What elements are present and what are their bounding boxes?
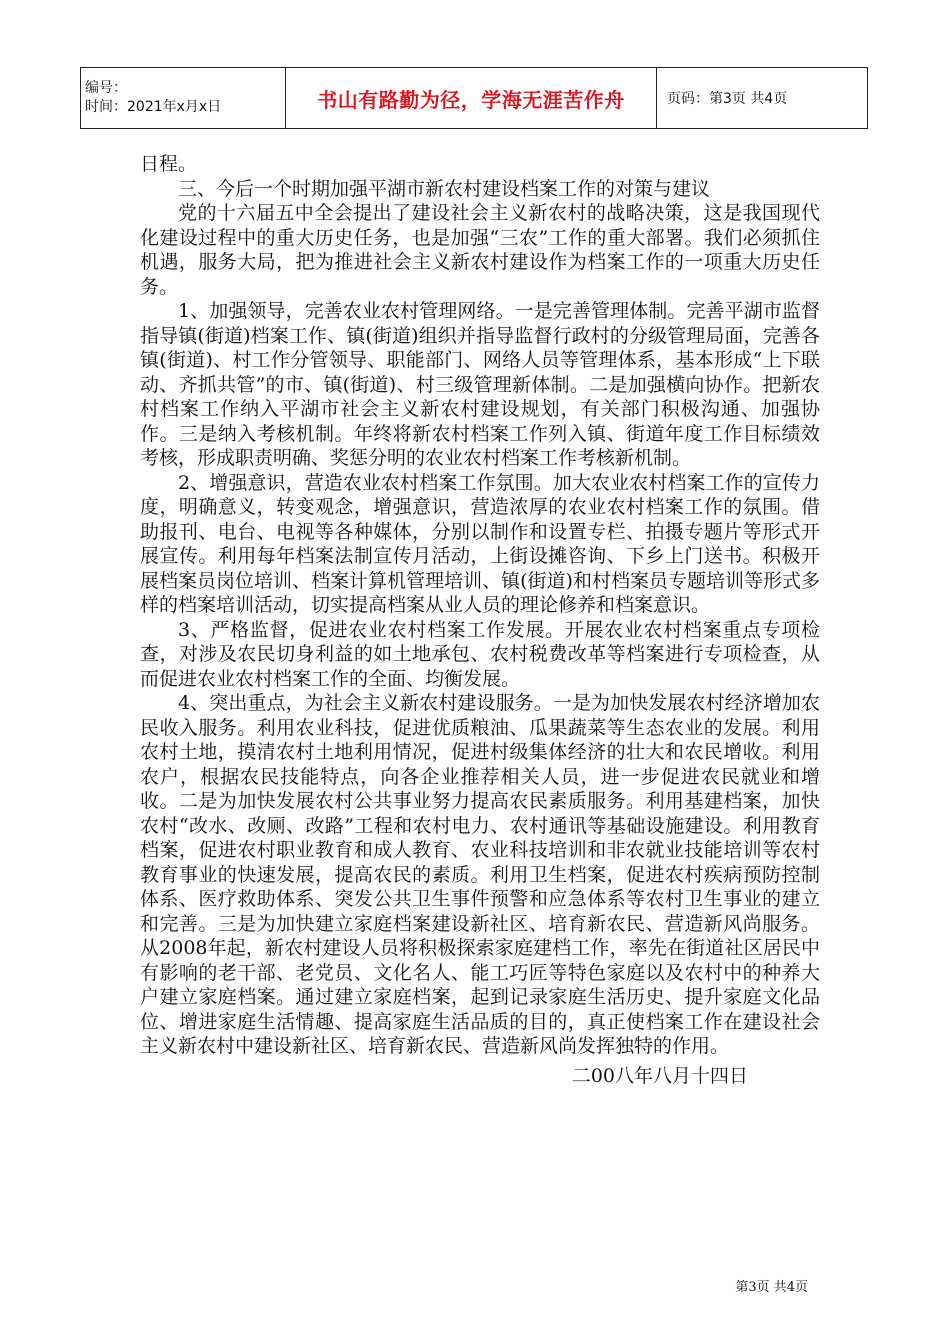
code-label: 编号： (85, 80, 127, 96)
time-label: 时间：2021年x月x日 (85, 99, 222, 115)
paragraph-5: 3、严格监督，促进农业农村档案工作发展。开展农业农村档案重点专项检查，对涉及农民切身利益的如土地承包、农村税费改革等档案进行专项检查，从而促进农业农村档案工作的全面、均衡发展。 (140, 618, 820, 690)
document-body (140, 152, 820, 1088)
paragraph-6: 4、突出重点，为社会主义新农村建设服务。一是为加快发展农村经济增加农民收入服务。利用农业科技，促进优质粮油、瓜果蔬菜等生态农业的发展。利用农村土地，摸清农村土地利用情况，促进村级集体经济的壮大和农民增收。利用农户，根据农民技能特点，向各企业推荐相关人员，进一步促进农民就业和增收。二是为加快发展农村公共事业努力提高农民素质服务。利用基建档案，加快农村“改水、改厕、改路”工程和农村电力、农村通讯等基础设施建设。利用教育档案，促进农村职业教育和成人教育、农业科技培训和非农就业技能培训等农村教育事业的快速发展，提高农民的素质。利用卫生档案，促进农村疾病预防控制体系、医疗救助体系、突发公共卫生事件预警和应急体系等农村卫生事业的建立和完善。三是为加快建立家庭档案建设新社区、培育新农民、营造新风尚服务。从2008年起，新农村建设人员将积极探索家庭建档工作，率先在街道社区居民中有影响的老干部、老党员、文化名人、能工巧匠等特色家庭以及农村中的种养大户建立家庭档案。通过建立家庭档案，起到记录家庭生活历史、提升家庭文化品位、增进家庭生活情趣、提高家庭生活品质的目的，真正使档案工作在建设社会主义新农村中建设新社区、培育新农民、营造新风尚发挥独特的作用。 (140, 692, 820, 1057)
header-motto: 书山有路勤为径，学海无涯苦作舟 (286, 68, 657, 129)
header-meta-cell (81, 68, 286, 129)
page-footer: 第3页 共4页 (735, 1280, 808, 1295)
paragraph-3: 1、加强领导，完善农业农村管理网络。一是完善管理体制。完善平湖市监督指导镇(街道)档案工作、镇(街道)组织并指导监督行政村的分级管理局面，完善各镇(街道)、村工作分管领导、职能部门、网络人员等管理体系，基本形成“上下联动、齐抓共管”的市、镇(街道)、村三级管理新体制。二是加强横向协作。把新农村档案工作纳入平湖市社会主义新农村建设规划，有关部门积极沟通、加强协作。三是纳入考核机制。年终将新农村档案工作列入镇、街道年度工作目标绩效考核，形成职责明确、奖惩分明的农业农村档案工作考核新机制。 (140, 300, 820, 469)
paragraph-4: 2、增强意识，营造农业农村档案工作氛围。加大农业农村档案工作的宣传力度，明确意义，转变观念，增强意识，营造浓厚的农业农村档案工作的氛围。借助报刊、电台、电视等各种媒体，分别以制作和设置专栏、拍摄专题片等形式开展宣传。利用每年档案法制宣传月活动，上街设摊咨询、下乡上门送书。积极开展档案员岗位培训、档案计算机管理培训、镇(街道)和村档案员专题培训等形式多样的档案培训活动，切实提高档案从业人员的理论修养和档案意识。 (140, 471, 820, 616)
section-heading: 三、今后一个时期加强平湖市新农村建设档案工作的对策与建议 (178, 177, 711, 200)
document-date: 二00八年八月十四日 (571, 1064, 748, 1087)
paragraph-2: 党的十六届五中全会提出了建设社会主义新农村的战略决策，这是我国现代化建设过程中的重大历史任务，也是加强“三农”工作的重大部署。我们必须抓住机遇，服务大局，把为推进社会主义新农村建设作为档案工作的一项重大历史任务。 (140, 202, 820, 298)
header-table (80, 67, 868, 129)
header-page-info: 页码：第3页 共4页 (657, 68, 868, 129)
paragraph-0: 日程。 (140, 153, 198, 175)
